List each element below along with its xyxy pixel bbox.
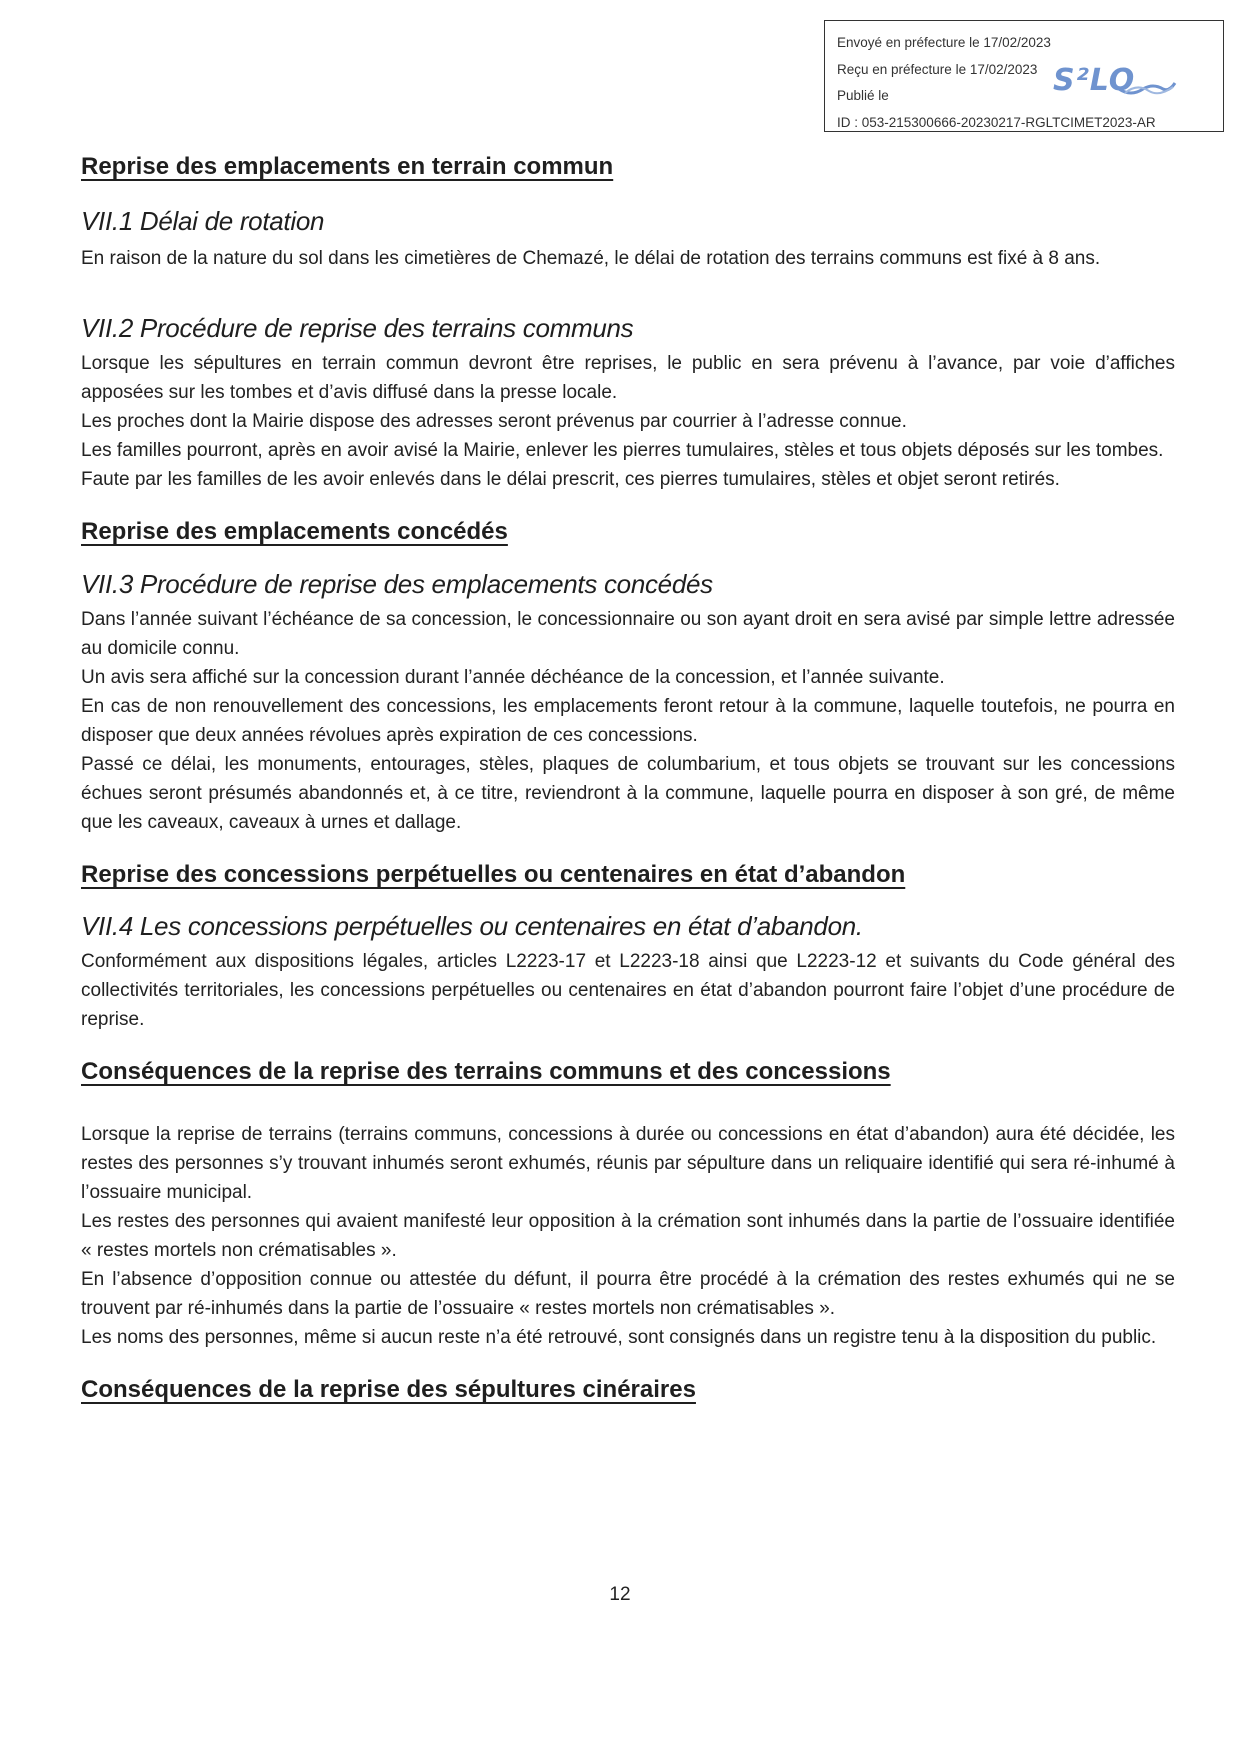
paragraph: Les proches dont la Mairie dispose des adresses seront prévenus par courrier à l’adresse connue.	[81, 411, 907, 432]
paragraph: Les familles pourront, après en avoir avisé la Mairie, enlever les pierres tumulaires, stèles et tous objets déposés sur les tombes.	[81, 440, 1164, 461]
paragraph: Un avis sera affiché sur la concession durant l’année déchéance de la concession, et l’année suivante.	[81, 667, 945, 688]
page-number: 12	[609, 1584, 631, 1605]
stamp-received-date: Reçu en préfecture le 17/02/2023	[837, 61, 1038, 77]
subsection-title: VII.1 Délai de rotation	[81, 206, 325, 236]
paragraph: Les restes des personnes qui avaient manifesté leur opposition à la crémation sont inhumés dans la partie de l’ossuaire identifiée « restes mortels non crématisables ».	[81, 1211, 1175, 1261]
s2lo-logo-text: S²LO	[1053, 63, 1136, 98]
paragraph: Lorsque la reprise de terrains (terrains communs, concessions à durée ou concessions en état d’abandon) aura été décidée, les restes des personnes s’y trouvant inhumés seront exhumés, réunis par sépulture dans un reliquaire identifié qui sera ré-inhumé à l’ossuaire municipal.	[81, 1124, 1175, 1203]
s2lo-swoosh-icon	[1117, 77, 1177, 99]
paragraph: Faute par les familles de les avoir enlevés dans le délai prescrit, ces pierres tumulaires, stèles et objet seront retirés.	[81, 469, 1060, 490]
paragraph: En l’absence d’opposition connue ou attestée du défunt, il pourra être procédé à la crémation des restes exhumés qui ne se trouvent par ré-inhumés dans la partie de l’ossuaire « restes mortels non crématisables ».	[81, 1269, 1175, 1319]
s2lo-logo	[1053, 63, 1173, 103]
section-heading: Conséquences de la reprise des terrains communs et des concessions	[81, 1058, 891, 1085]
paragraph: Conformément aux dispositions légales, articles L2223-17 et L2223-18 ainsi que L2223-12 et suivants du Code général des collectivités territoriales, les concessions perpétuelles ou centenaires en état d’abandon pourront faire l’objet d’une procédure de reprise.	[81, 951, 1175, 1030]
paragraph: Passé ce délai, les monuments, entourages, stèles, plaques de columbarium, et tous objets se trouvant sur les concessions échues seront présumés abandonnés et, à ce titre, reviendront à la commune, laquelle pourra en disposer à son gré, de même que les caveaux, caveaux à urnes et dallage.	[81, 754, 1175, 833]
subsection-title: VII.4 Les concessions perpétuelles ou centenaires en état d’abandon.	[81, 911, 863, 941]
section-heading: Reprise des emplacements concédés	[81, 518, 508, 545]
stamp-published: Publié le	[837, 88, 889, 103]
paragraph: Lorsque les sépultures en terrain commun devront être reprises, le public en sera prévenu à l’avance, par voie d’affiches apposées sur les tombes et d’avis diffusé dans la presse locale.	[81, 353, 1175, 403]
section-heading: Reprise des concessions perpétuelles ou centenaires en état d’abandon	[81, 861, 906, 888]
prefecture-stamp	[824, 20, 1224, 132]
paragraph: En cas de non renouvellement des concessions, les emplacements feront retour à la commune, laquelle toutefois, ne pourra en disposer que deux années révolues après expiration de ces concessions.	[81, 696, 1175, 746]
stamp-sent-date: Envoyé en préfecture le 17/02/2023	[837, 35, 1051, 50]
stamp-id: ID : 053-215300666-20230217-RGLTCIMET2023-AR	[837, 114, 1156, 130]
section-heading: Conséquences de la reprise des sépultures cinéraires	[81, 1376, 696, 1403]
section-heading: Reprise des emplacements en terrain commun	[81, 153, 614, 180]
paragraph: Les noms des personnes, même si aucun reste n’a été retrouvé, sont consignés dans un registre tenu à la disposition du public.	[81, 1327, 1157, 1348]
paragraph: En raison de la nature du sol dans les cimetières de Chemazé, le délai de rotation des terrains communs est fixé à 8 ans.	[81, 248, 1101, 269]
paragraph: Dans l’année suivant l’échéance de sa concession, le concessionnaire ou son ayant droit en sera avisé par simple lettre adressée au domicile connu.	[81, 609, 1175, 659]
document-body	[81, 150, 1175, 1404]
subsection-title: VII.2 Procédure de reprise des terrains communs	[81, 313, 634, 343]
subsection-title: VII.3 Procédure de reprise des emplacements concédés	[81, 569, 713, 599]
